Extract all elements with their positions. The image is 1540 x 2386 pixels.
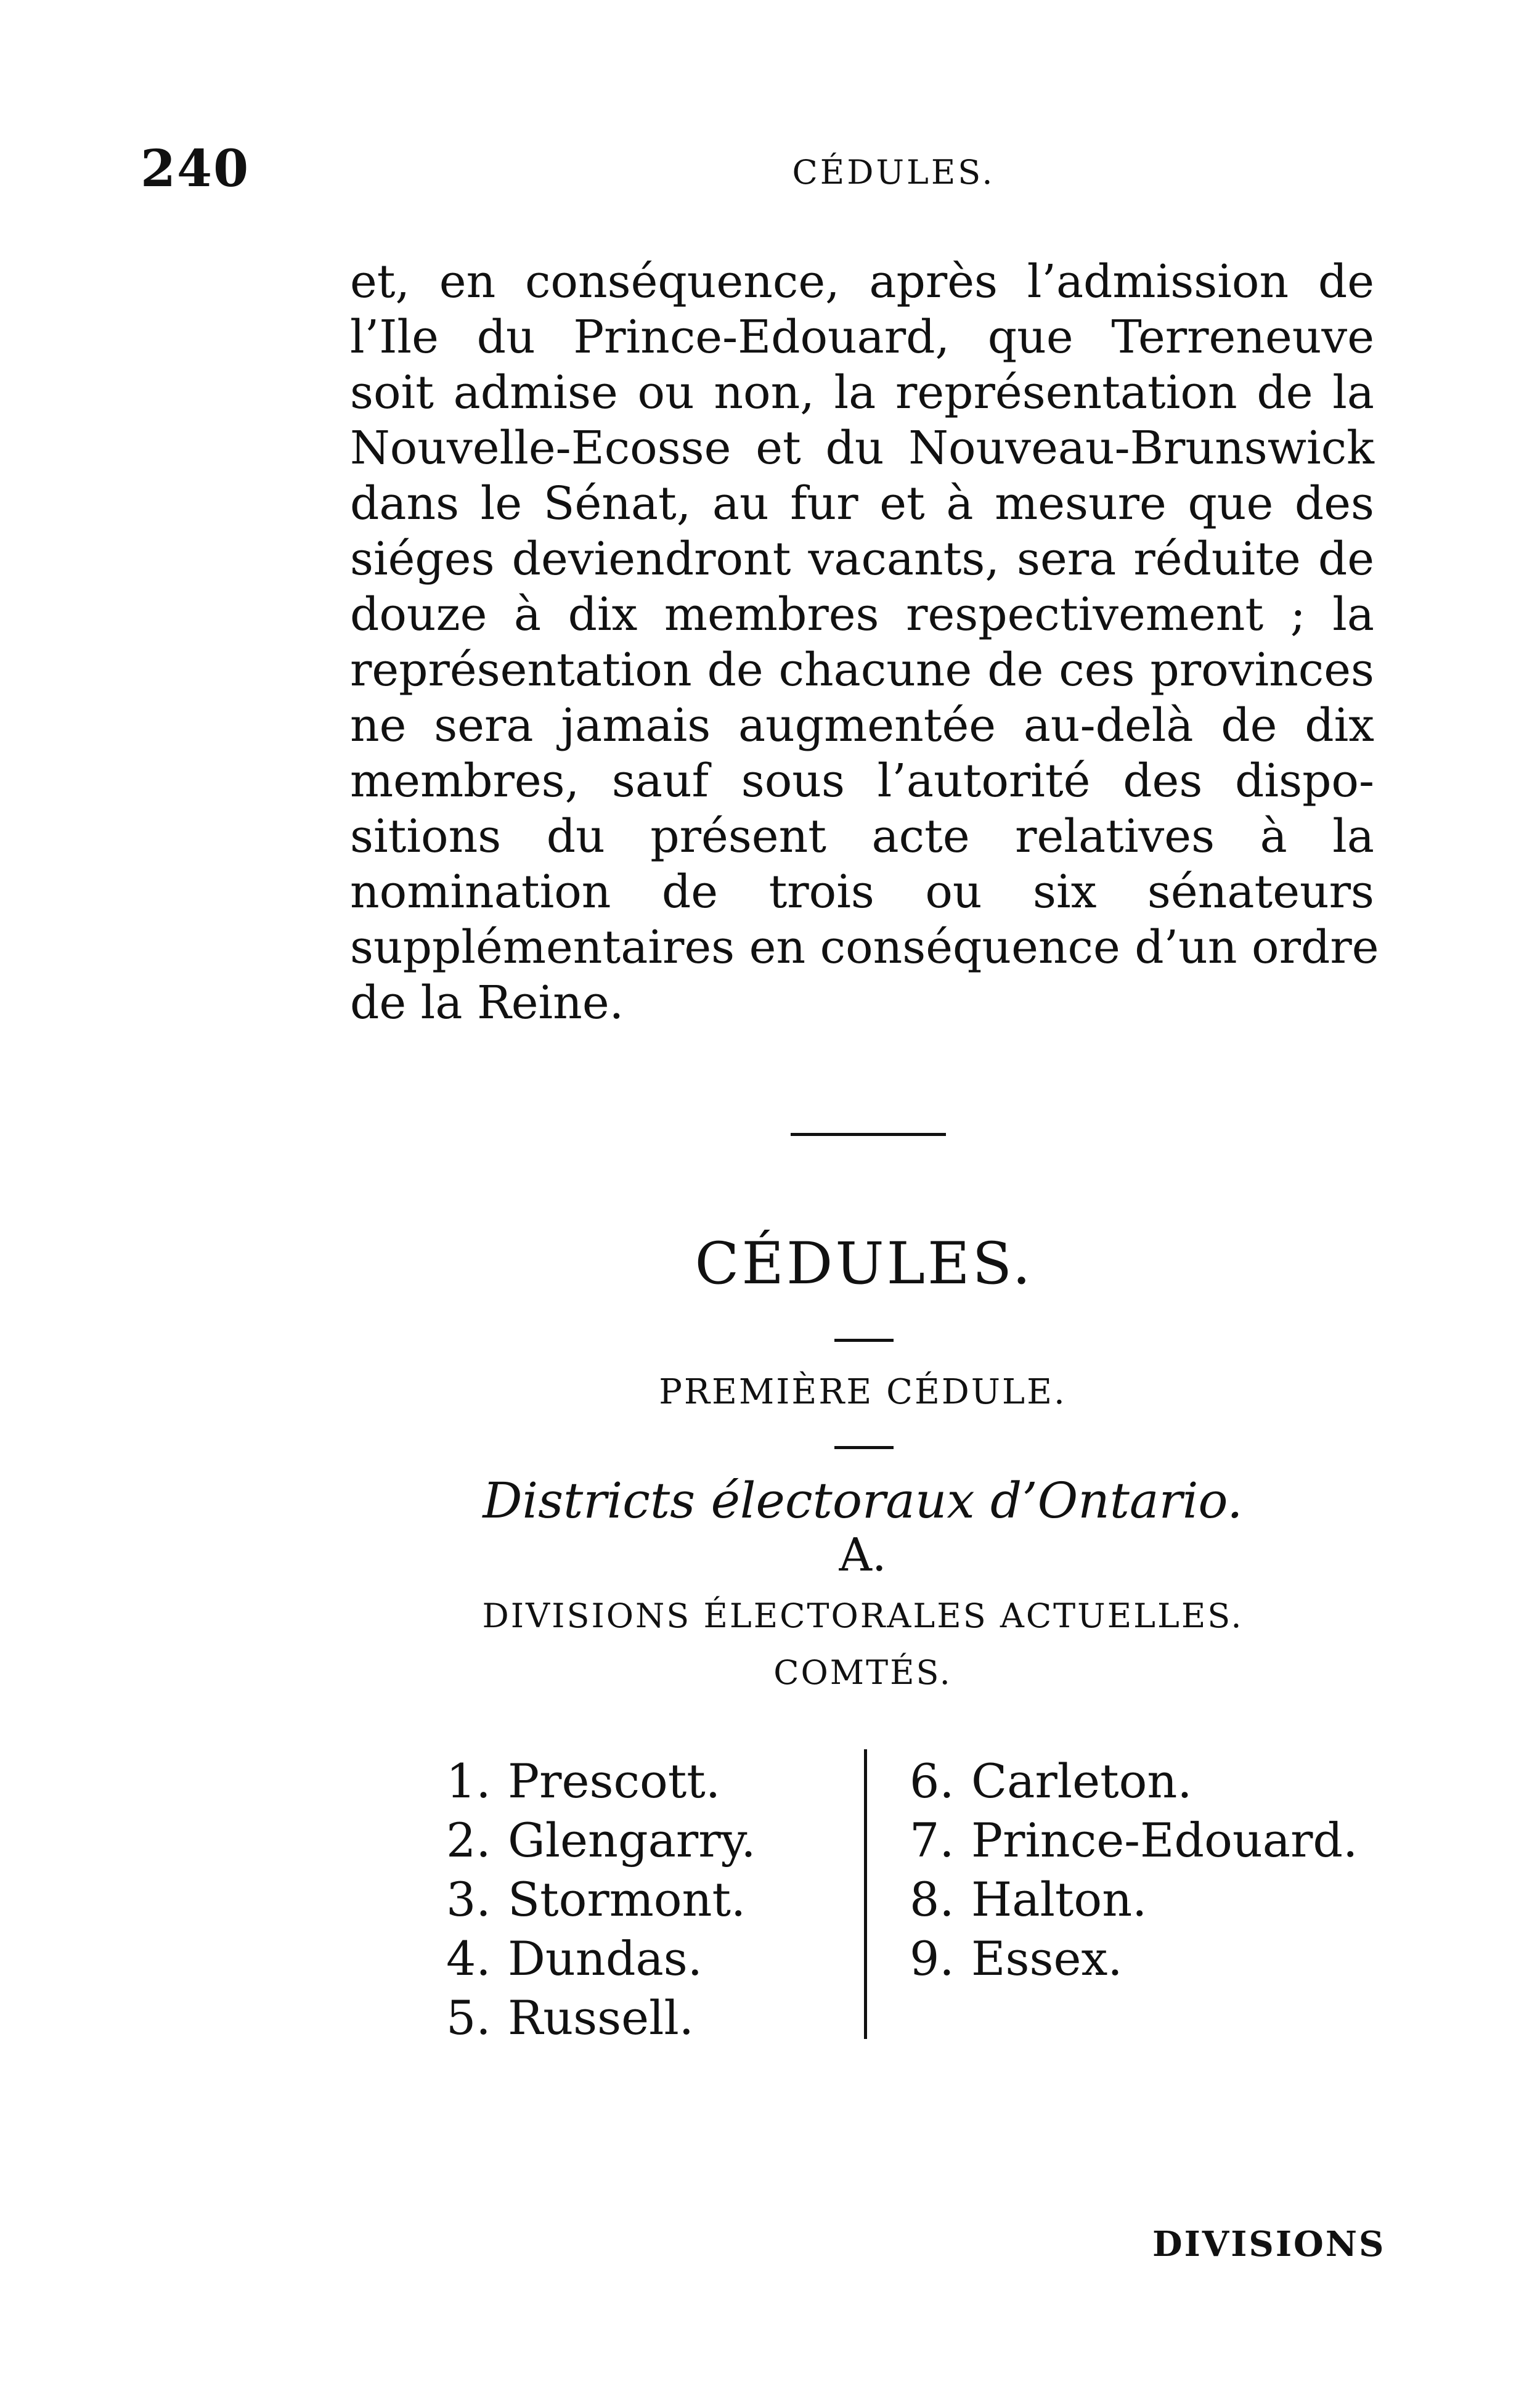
county-list-left xyxy=(446,1752,756,2048)
section-rule xyxy=(791,1133,946,1136)
item-number: 2. xyxy=(446,1813,491,1868)
list-item xyxy=(446,1752,756,1811)
page-number: 240 xyxy=(141,139,250,198)
county-name: Essex. xyxy=(971,1931,1123,1986)
comtes-heading: COMTÉS. xyxy=(773,1653,952,1692)
column-divider xyxy=(864,1749,867,2039)
schedule-subtitle: PREMIÈRE CÉDULE. xyxy=(659,1372,1067,1412)
county-name: Prescott. xyxy=(508,1754,721,1808)
body-line: supplémentaires en conséquence d’un ordre xyxy=(350,921,1379,974)
body-line: et, en conséquence, après l’admission de xyxy=(350,255,1374,308)
subtitle-rule xyxy=(834,1446,894,1449)
county-list-right xyxy=(910,1752,1358,1988)
list-item xyxy=(910,1752,1358,1811)
list-item xyxy=(446,1988,756,2048)
body-line: membres, sauf sous l’autorité des dispo- xyxy=(350,754,1374,807)
list-item xyxy=(446,1870,756,1929)
county-name: Halton. xyxy=(971,1872,1147,1927)
item-number: 9. xyxy=(910,1931,955,1986)
county-name: Carleton. xyxy=(971,1754,1192,1808)
body-line: sitions du présent acte relatives à la xyxy=(350,810,1374,863)
county-name: Russell. xyxy=(508,1990,694,2045)
item-number: 7. xyxy=(910,1813,955,1868)
body-line: dans le Sénat, au fur et à mesure que des xyxy=(350,477,1374,530)
running-head: CÉDULES. xyxy=(792,153,995,192)
county-name: Stormont. xyxy=(508,1872,746,1927)
body-line: soit admise ou non, la représentation de la xyxy=(350,366,1374,419)
divisions-heading: DIVISIONS ÉLECTORALES ACTUELLES. xyxy=(482,1596,1244,1635)
body-line: l’Ile du Prince-Edouard, que Terreneuve xyxy=(350,311,1374,364)
catchword: DIVISIONS xyxy=(1152,2224,1386,2265)
body-line: nomination de trois ou six sénateurs xyxy=(350,865,1374,918)
body-line: ne sera jamais augmentée au-delà de dix xyxy=(350,699,1374,752)
county-name: Prince-Edouard. xyxy=(971,1813,1358,1868)
title-rule xyxy=(834,1339,894,1342)
part-letter: A. xyxy=(839,1529,887,1582)
body-paragraph xyxy=(350,254,1379,1031)
body-line: Nouvelle-Ecosse et du Nouveau-Brunswick xyxy=(350,422,1374,475)
list-item xyxy=(910,1811,1358,1870)
body-line: siéges deviendront vacants, sera réduite de xyxy=(350,533,1374,586)
county-name: Glengarry. xyxy=(508,1813,756,1868)
item-number: 4. xyxy=(446,1931,491,1986)
body-line: de la Reine. xyxy=(350,976,624,1029)
item-number: 6. xyxy=(910,1754,955,1808)
list-item xyxy=(910,1870,1358,1929)
body-line: représentation de chacune de ces provinces xyxy=(350,643,1374,697)
list-item xyxy=(446,1929,756,1988)
item-number: 5. xyxy=(446,1990,491,2045)
item-number: 3. xyxy=(446,1872,491,1927)
list-item xyxy=(446,1811,756,1870)
item-number: 1. xyxy=(446,1754,491,1808)
section-title: CÉDULES. xyxy=(695,1230,1033,1297)
county-name: Dundas. xyxy=(508,1931,703,1986)
item-number: 8. xyxy=(910,1872,955,1927)
body-line: douze à dix membres respectivement ; la xyxy=(350,588,1374,641)
list-item xyxy=(910,1929,1358,1988)
districts-heading: Districts électoraux d’Ontario. xyxy=(483,1472,1243,1529)
